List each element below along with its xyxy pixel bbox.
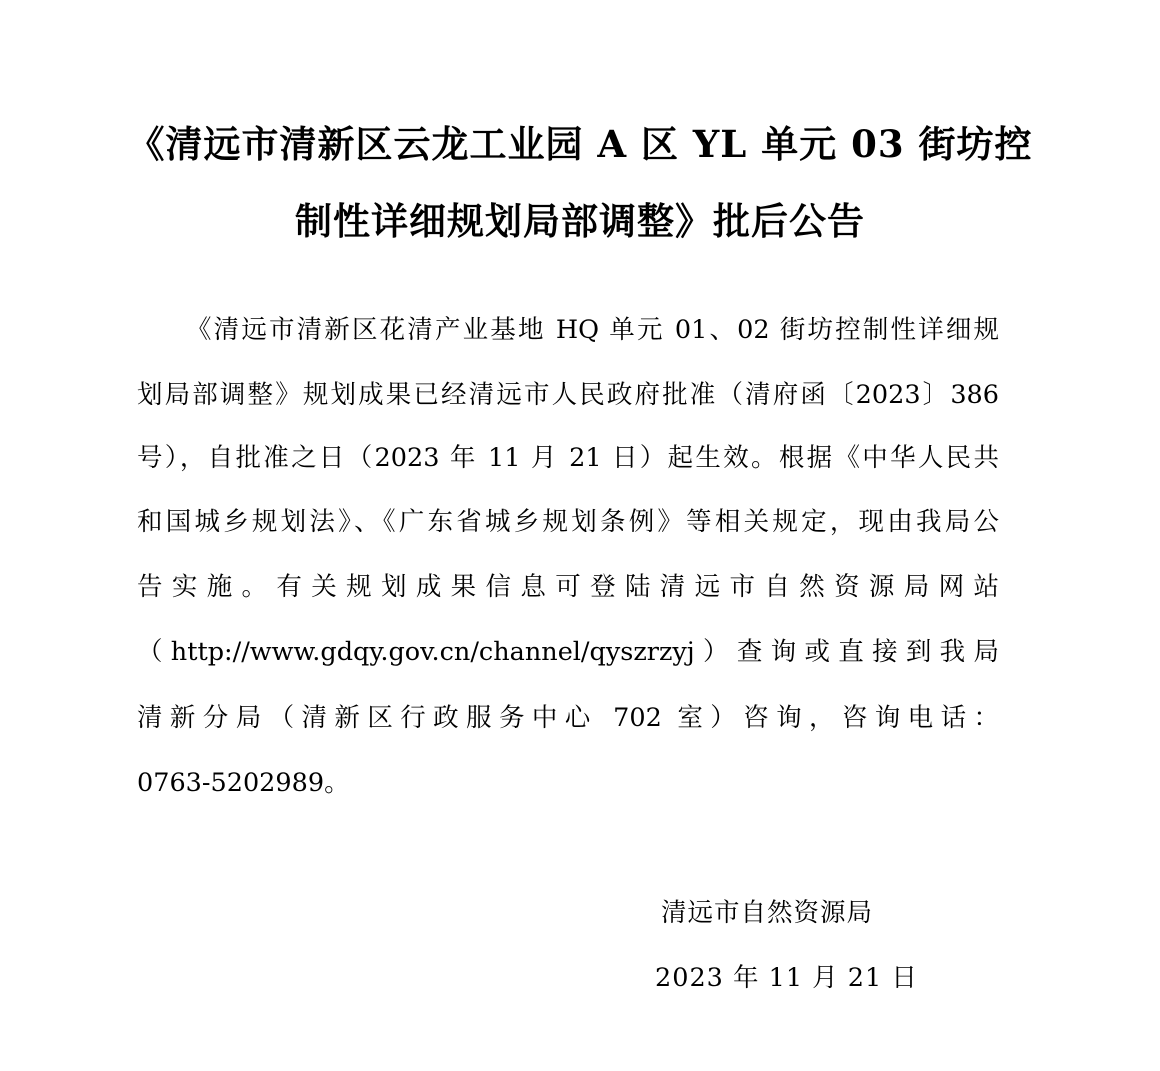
document-title-line-1: 《清远市清新区云龙工业园 A 区 YL 单元 03 街坊控	[127, 122, 1033, 166]
body-text-line: 告实施。有关规划成果信息可登陆清远市自然资源局网站	[137, 572, 999, 602]
signature-date: 2023 年 11 月 21 日	[655, 963, 918, 993]
body-text-line: 《清远市清新区花清产业基地 HQ 单元 01、02 街坊控制性详细规	[186, 315, 999, 345]
body-text-line: 划局部调整》规划成果已经清远市人民政府批准（清府函〔2023〕386	[137, 380, 999, 410]
website-url-line: （http://www.gdqy.gov.cn/channel/qyszrzyj）查询或直接到我局	[137, 637, 999, 667]
body-text-line: 和国城乡规划法》、《广东省城乡规划条例》等相关规定，现由我局公	[137, 507, 999, 537]
signature-organization: 清远市自然资源局	[661, 898, 874, 928]
phone-number-line: 0763-5202989。	[137, 768, 350, 798]
body-text-line: 清新分局（清新区行政服务中心 702 室）咨询，咨询电话：	[137, 703, 999, 733]
body-text-line: 号），自批准之日（2023 年 11 月 21 日）起生效。根据《中华人民共	[137, 443, 999, 473]
document-title-line-2: 制性详细规划局部调整》批后公告	[295, 199, 865, 243]
